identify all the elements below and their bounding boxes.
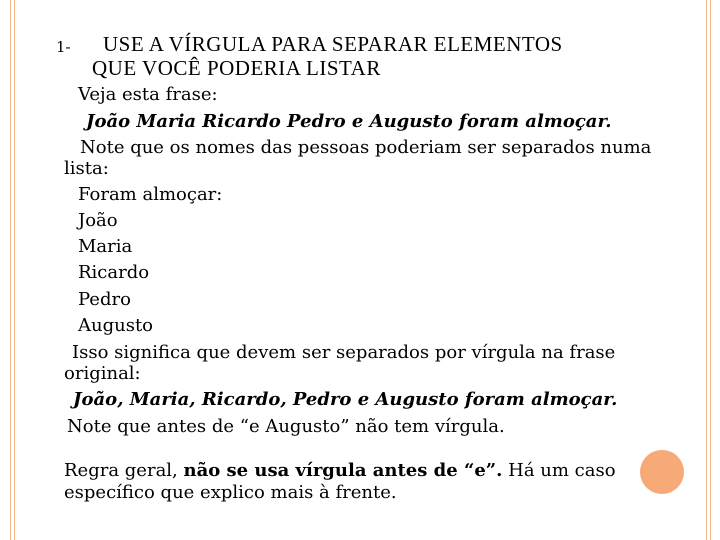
note-about-comma: Note que antes de “e Augusto” não tem vírgula.: [67, 416, 505, 437]
slide-title-line-2: QUE VOCÊ PODERIA LISTAR: [92, 56, 381, 80]
meaning-line-1: Isso significa que devem ser separados por vírgula na frase: [72, 342, 616, 363]
list-item: João: [78, 210, 118, 231]
list-item: Ricardo: [78, 262, 150, 283]
rule-emphasis: não se usa vírgula antes de “e”.: [183, 460, 503, 481]
intro-text: Veja esta frase:: [78, 84, 218, 105]
meaning-line-2: original:: [64, 363, 141, 384]
note-line-2: lista:: [64, 158, 109, 179]
example-sentence: João Maria Ricardo Pedro e Augusto foram almoçar.: [86, 111, 612, 132]
right-decorative-rail: [706, 0, 711, 540]
note-line-1: Note que os nomes das pessoas poderiam ser separados numa: [80, 137, 652, 158]
rule-suffix: Há um caso: [502, 460, 616, 481]
general-rule-line-2: específico que explico mais à frente.: [64, 482, 397, 503]
corrected-sentence: João, Maria, Ricardo, Pedro e Augusto foram almoçar.: [73, 389, 618, 410]
list-heading: Foram almoçar:: [78, 184, 223, 205]
general-rule-line-1: [64, 462, 616, 480]
list-item: Maria: [78, 236, 133, 257]
rule-prefix: Regra geral,: [64, 460, 184, 481]
left-decorative-rail: [10, 0, 15, 540]
decorative-circle: [640, 450, 684, 494]
list-item: Augusto: [78, 315, 154, 336]
item-number: 1-: [56, 38, 71, 56]
list-item: Pedro: [78, 289, 131, 310]
slide-title-line-1: USE A VÍRGULA PARA SEPARAR ELEMENTOS: [103, 32, 563, 56]
